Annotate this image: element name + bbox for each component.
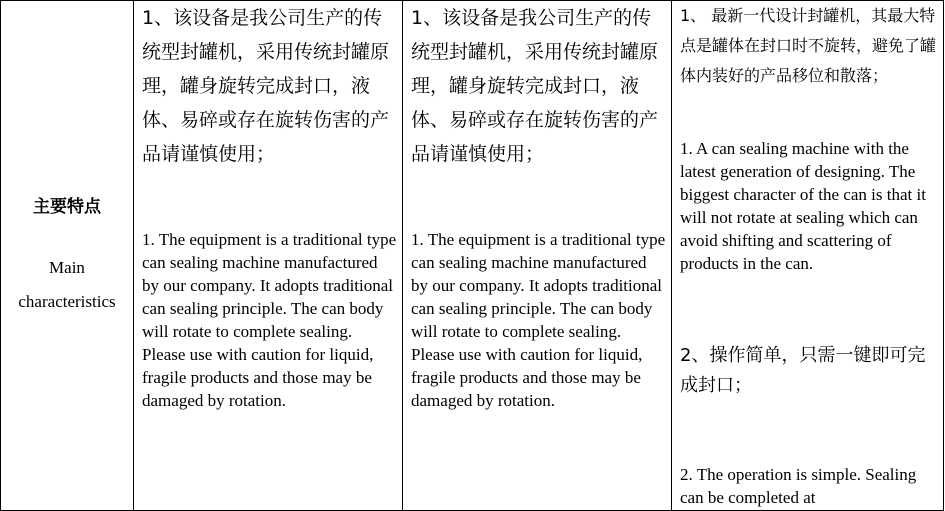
column-cell-1 <box>134 1 403 511</box>
column-1-en-text: 1. The equipment is a traditional type can sealing machine manufactured by our company. It adopts traditional can sealing principle. The can body will rotate to complete sealing. Please use with caution for liquid, fragile products and those may be damaged by rotation. <box>142 230 397 410</box>
column-2-en-text: 1. The equipment is a traditional type can sealing machine manufactured by our company. It adopts traditional can sealing principle. The can body will rotate to complete sealing. Please use with caution for liquid, fragile products and those may be damaged by rotation. <box>411 230 666 410</box>
column-cell-3 <box>672 1 944 511</box>
row-label-zh: 主要特点 <box>33 197 101 217</box>
column-3-en-text-2: 2. The operation is simple. Sealing can be completed at <box>680 465 917 507</box>
row-label-cell <box>1 1 134 511</box>
column-2-zh-text: 1、该设备是我公司生产的传统型封罐机，采用传统封罐原理，罐身旋转完成封口，液体、易碎或存在旋转伤害的产品请谨慎使用； <box>411 7 659 165</box>
column-3-en-text-1: 1. A can sealing machine with the latest generation of designing. The biggest character of the can is that it will not rotate at sealing which can avoid shifting and scattering of products in the can. <box>680 139 926 273</box>
table-row <box>1 1 944 511</box>
column-1-zh-text: 1、该设备是我公司生产的传统型封罐机，采用传统封罐原理，罐身旋转完成封口，液体、易碎或存在旋转伤害的产品请谨慎使用； <box>142 7 390 165</box>
column-cell-2 <box>403 1 672 511</box>
column-3-zh-text-2: 2、操作简单，只需一键即可完成封口； <box>680 345 926 396</box>
column-3-zh-text-1: 1、 最新一代设计封罐机，其最大特点是罐体在封口时不旋转，避免了罐体内装好的产品移位和散落； <box>680 6 937 85</box>
row-label-en: Main characteristics <box>18 258 116 311</box>
